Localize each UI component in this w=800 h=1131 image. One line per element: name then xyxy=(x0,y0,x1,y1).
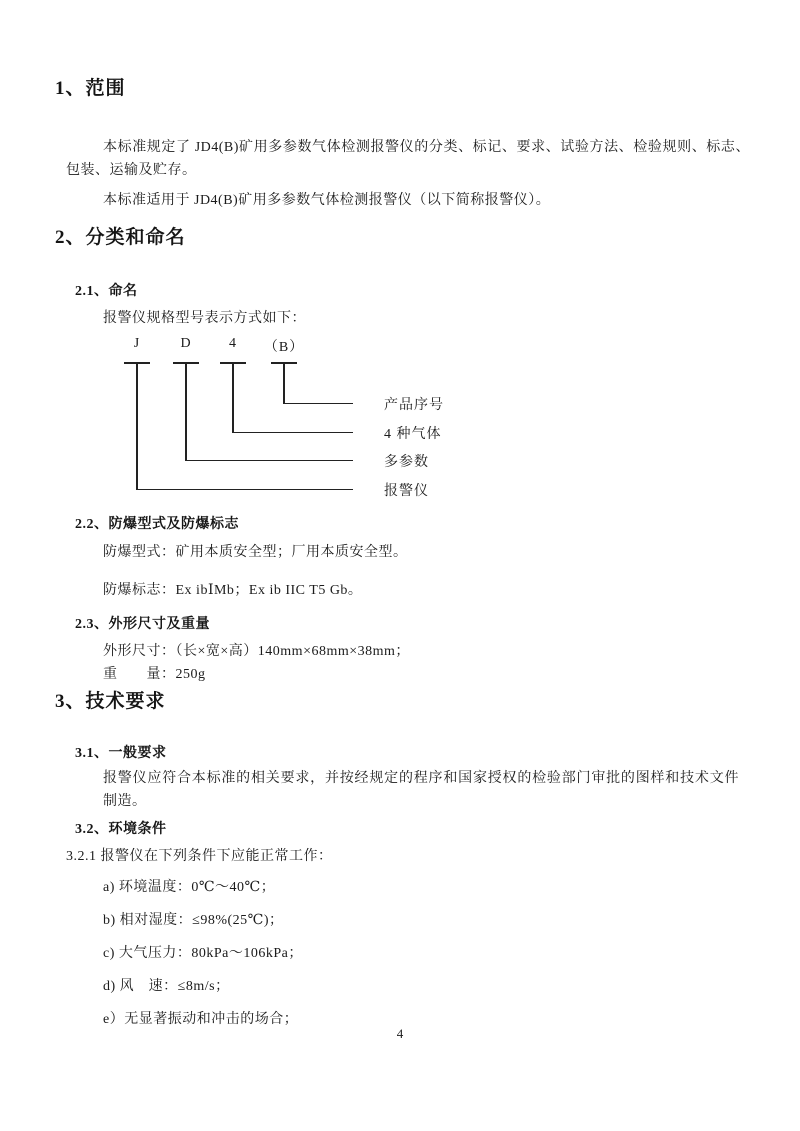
section-heading-scope: 1、范围 xyxy=(55,78,126,99)
model-code-letter-b: （B） xyxy=(263,340,305,355)
condition-item-d: d) 风 速：≤8m/s； xyxy=(103,979,230,994)
clause-321-intro: 3.2.1 报警仪在下列条件下应能正常工作： xyxy=(66,849,333,864)
condition-item-b: b) 相对湿度：≤98%(25℃)； xyxy=(103,913,284,928)
model-label-product-serial: 产品序号 xyxy=(384,398,444,413)
connector-hline-d xyxy=(185,460,353,461)
connector-hline-j xyxy=(136,489,353,490)
page-number: 4 xyxy=(396,1026,404,1041)
subsection-heading-general: 3.1、一般要求 xyxy=(75,746,167,761)
dimensions-weight-line: 重 量：250g xyxy=(103,667,206,682)
connector-vline-b xyxy=(283,363,285,403)
connector-vline-j xyxy=(136,363,138,489)
subsection-heading-explosion-proof: 2.2、防爆型式及防爆标志 xyxy=(75,517,239,532)
naming-intro: 报警仪规格型号表示方式如下： xyxy=(103,311,306,326)
connector-hline-b xyxy=(283,403,353,404)
model-label-alarm-device: 报警仪 xyxy=(384,484,429,499)
model-code-letter-j: J xyxy=(133,336,141,351)
subsection-heading-naming: 2.1、命名 xyxy=(75,284,138,299)
scope-paragraph-2: 本标准适用于 JD4(B)矿用多参数气体检测报警仪（以下简称报警仪）。 xyxy=(103,193,551,208)
section-heading-classification: 2、分类和命名 xyxy=(55,227,186,248)
condition-item-c: c) 大气压力：80kPa～106kPa； xyxy=(103,946,303,961)
explosion-proof-mark-line: 防爆标志：Ex ibⅠMb；Ex ib IIC T5 Gb。 xyxy=(103,583,363,598)
scope-paragraph-1: 本标准规定了 JD4(B)矿用多参数气体检测报警仪的分类、标记、要求、试验方法、检验规则、标志、包装、运输及贮存。 xyxy=(66,140,750,178)
general-requirements-paragraph: 报警仪应符合本标准的相关要求，并按经规定的程序和国家授权的检验部门审批的图样和技术文件制造。 xyxy=(103,771,739,809)
condition-item-a: a) 环境温度：0℃～40℃； xyxy=(103,880,276,895)
model-code-letter-4: 4 xyxy=(229,336,237,351)
subsection-heading-environment: 3.2、环境条件 xyxy=(75,822,167,837)
dimensions-size-line: 外形尺寸：（长×宽×高）140mm×68mm×38mm； xyxy=(103,644,410,659)
model-naming-diagram xyxy=(0,336,800,508)
model-label-multi-parameter: 多参数 xyxy=(384,455,429,470)
model-label-four-gases: 4 种气体 xyxy=(384,427,442,442)
section-heading-technical: 3、技术要求 xyxy=(55,691,166,712)
subsection-heading-dimensions: 2.3、外形尺寸及重量 xyxy=(75,617,210,632)
connector-hline-4 xyxy=(232,432,353,433)
connector-vline-4 xyxy=(232,363,234,432)
condition-item-e: e）无显著振动和冲击的场合； xyxy=(103,1012,299,1027)
explosion-proof-type-line: 防爆型式：矿用本质安全型；厂用本质安全型。 xyxy=(103,545,408,560)
model-code-letter-d: D xyxy=(180,336,192,351)
connector-vline-d xyxy=(185,363,187,460)
